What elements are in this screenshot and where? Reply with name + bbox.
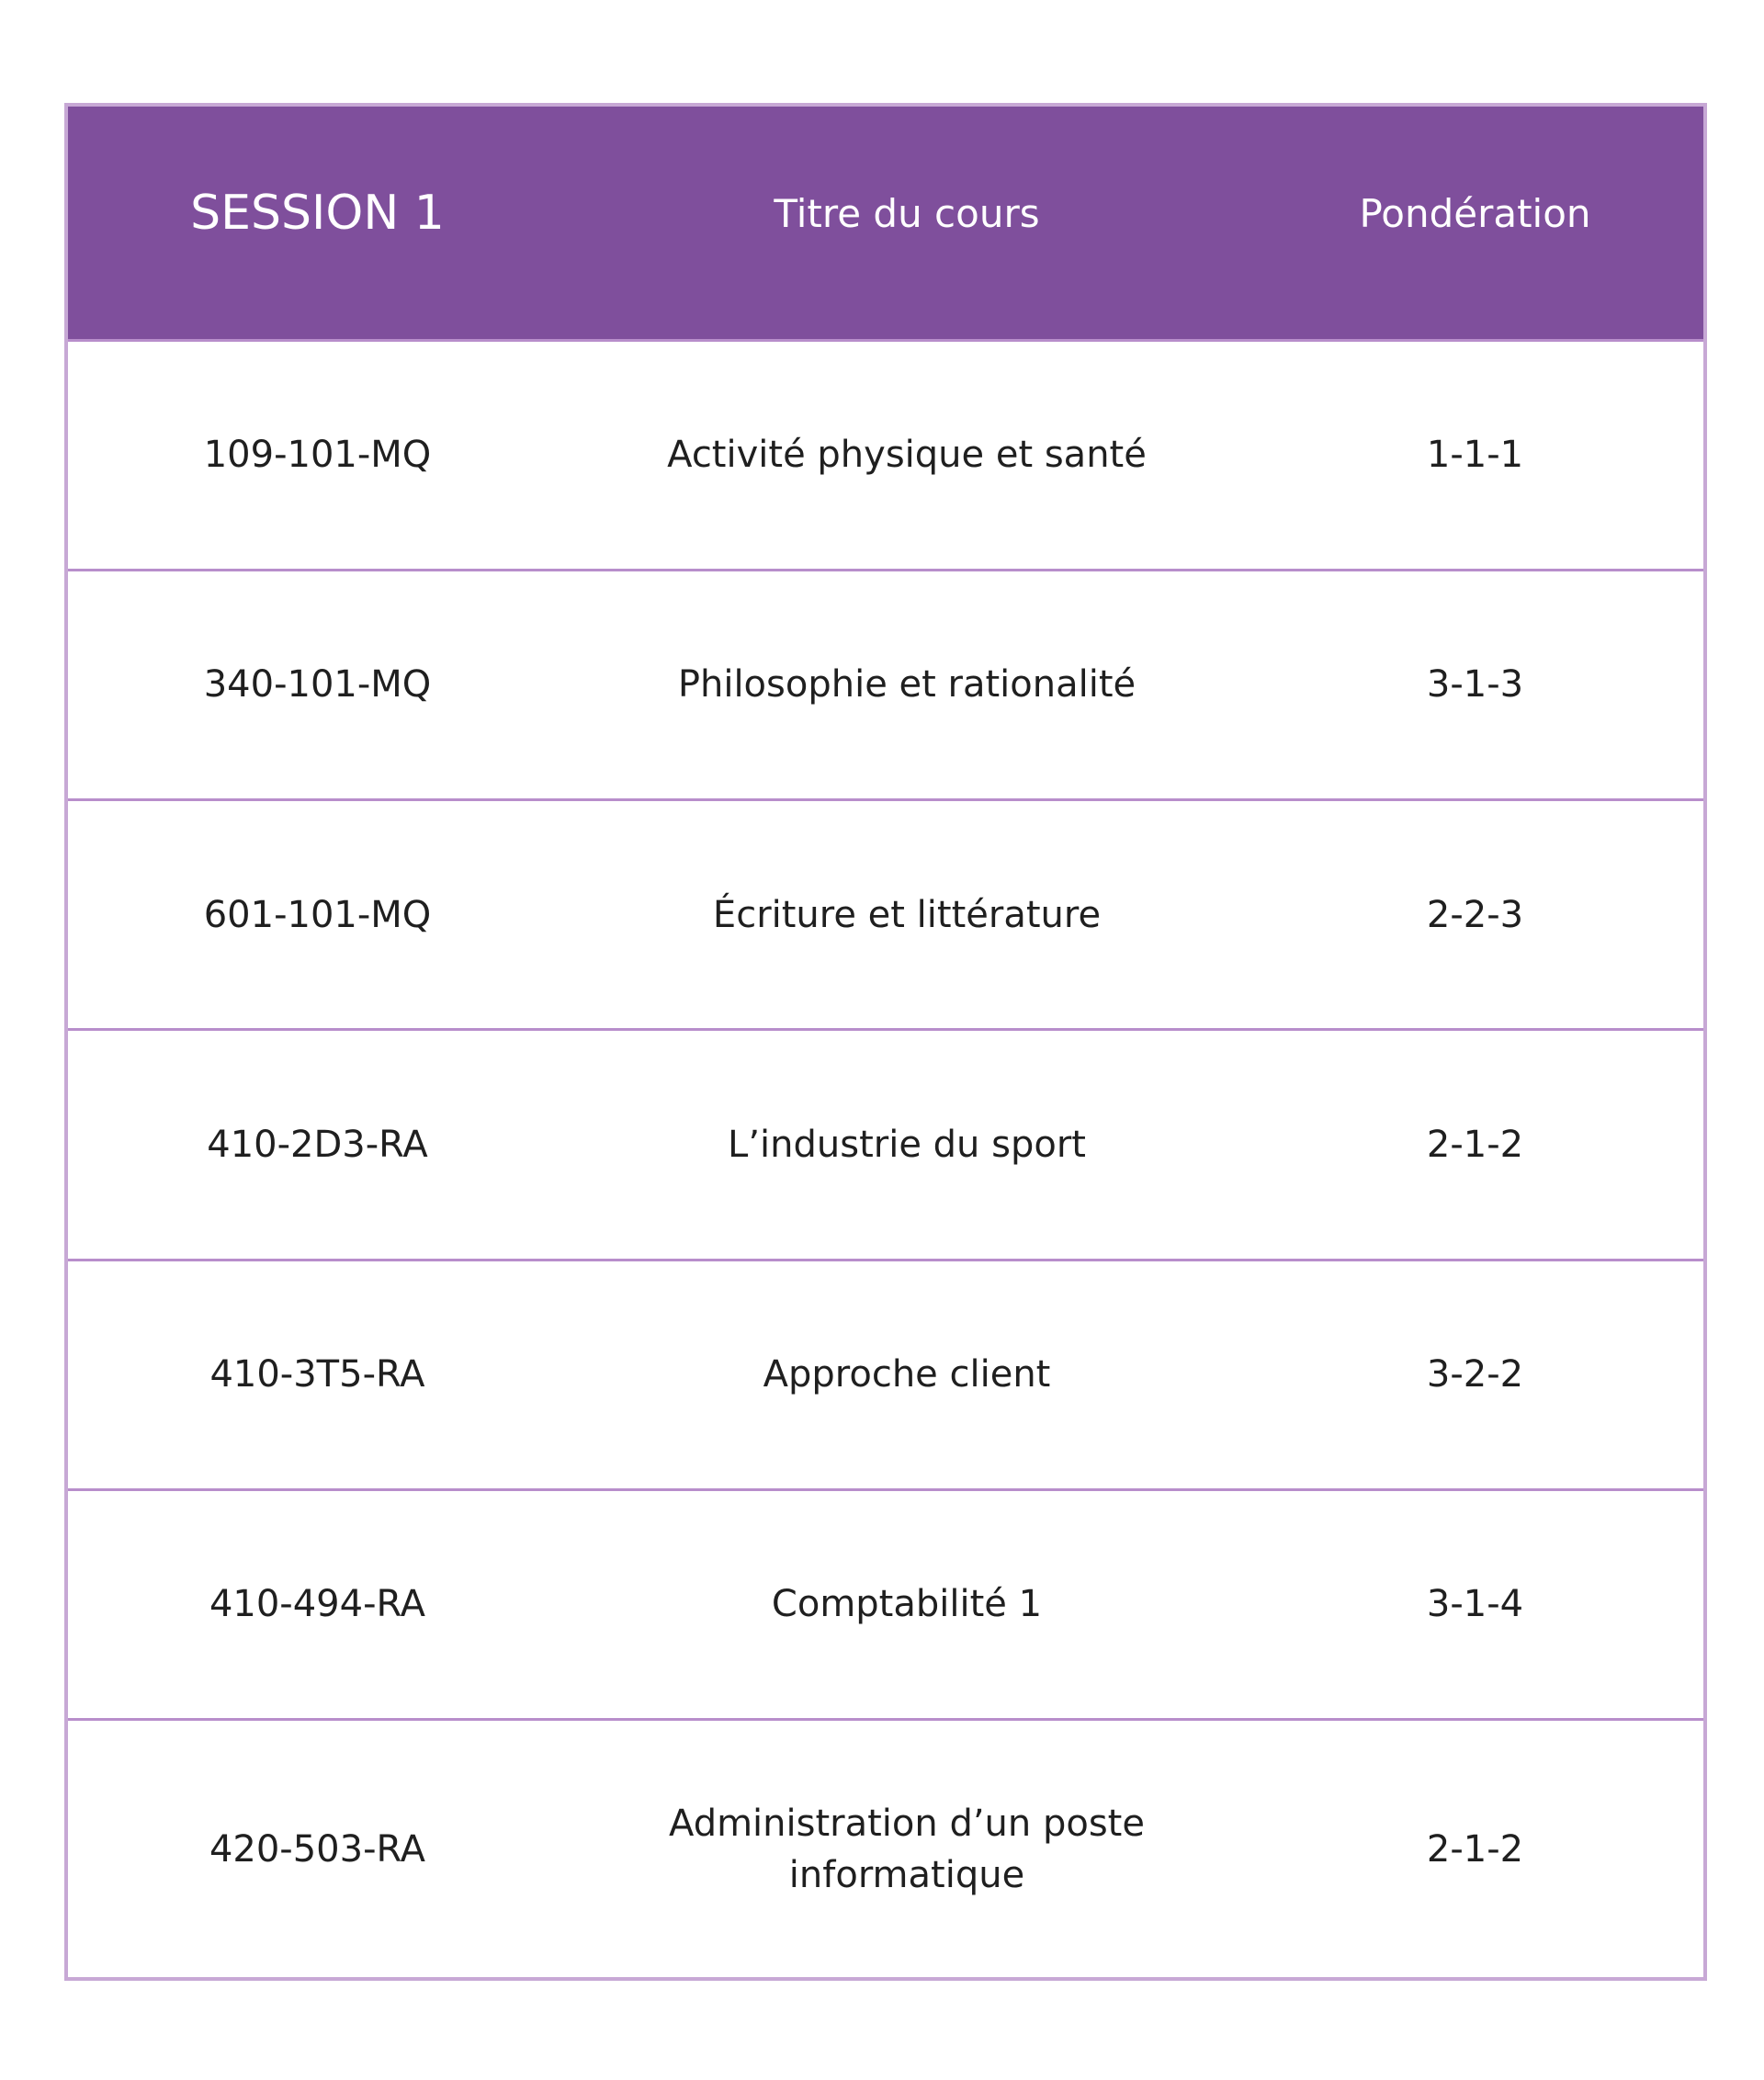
header-weighting: Pondération bbox=[1359, 190, 1591, 236]
course-code: 601-101-MQ bbox=[203, 893, 432, 936]
course-title: L’industrie du sport bbox=[728, 1123, 1086, 1166]
course-title: Comptabilité 1 bbox=[771, 1583, 1043, 1626]
course-weighting: 3-2-2 bbox=[1426, 1353, 1524, 1396]
table-row bbox=[66, 1489, 1705, 1719]
course-code: 410-3T5-RA bbox=[209, 1353, 425, 1396]
course-weighting: 3-1-4 bbox=[1426, 1583, 1524, 1626]
course-code: 340-101-MQ bbox=[203, 663, 432, 707]
header-course-title: Titre du cours bbox=[774, 190, 1040, 236]
course-weighting: 2-1-2 bbox=[1426, 1827, 1524, 1871]
table-header bbox=[66, 105, 1705, 340]
table-row bbox=[66, 570, 1705, 799]
table-row bbox=[66, 1260, 1705, 1489]
header-session: SESSION 1 bbox=[190, 186, 445, 242]
course-weighting: 1-1-1 bbox=[1426, 434, 1524, 477]
table-row bbox=[66, 1030, 1705, 1260]
course-weighting: 2-1-2 bbox=[1426, 1123, 1524, 1166]
course-code: 410-494-RA bbox=[209, 1583, 426, 1626]
course-code: 410-2D3-RA bbox=[207, 1123, 428, 1166]
course-title: Activité physique et santé bbox=[667, 434, 1147, 477]
table-row bbox=[66, 1720, 1705, 1979]
course-code: 420-503-RA bbox=[209, 1827, 426, 1871]
table-body bbox=[66, 340, 1705, 1979]
header-row bbox=[66, 105, 1705, 340]
course-title: Administration d’un poste informatique bbox=[669, 1802, 1145, 1896]
table-row bbox=[66, 800, 1705, 1030]
course-title: Écriture et littérature bbox=[712, 893, 1102, 936]
course-title: Philosophie et rationalité bbox=[677, 663, 1136, 707]
course-weighting: 3-1-3 bbox=[1426, 663, 1524, 707]
course-table bbox=[64, 103, 1707, 1981]
course-title: Approche client bbox=[763, 1353, 1051, 1396]
table-row bbox=[66, 340, 1705, 570]
course-code: 109-101-MQ bbox=[203, 434, 432, 477]
course-weighting: 2-2-3 bbox=[1426, 893, 1524, 936]
